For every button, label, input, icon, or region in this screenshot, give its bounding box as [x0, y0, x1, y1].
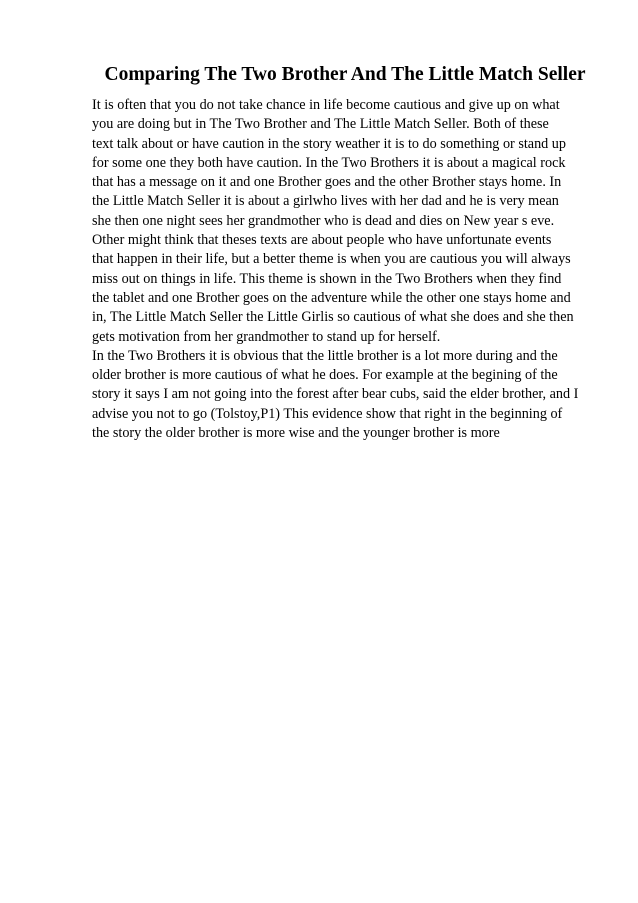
text-line: older brother is more cautious of what he does. For example at the begining of the: [92, 367, 558, 384]
text-line: advise you not to go (Tolstoy,P1) This evidence show that right in the beginning of: [92, 405, 563, 422]
text-line: she then one night sees her grandmother who is dead and dies on New year s eve.: [92, 212, 555, 229]
document-title: Comparing The Two Brother And The Little Match Seller: [104, 64, 586, 85]
text-line: gets motivation from her grandmother to stand up for herself.: [92, 328, 441, 345]
text-line: you are doing but in The Two Brother and The Little Match Seller. Both of these: [92, 116, 549, 133]
text-line: text talk about or have caution in the story weather it is to do something or stand up: [92, 135, 566, 152]
text-line: that has a message on it and one Brother goes and the other Brother stays home. In: [92, 174, 562, 191]
text-line: that happen in their life, but a better theme is when you are cautious you will always: [92, 251, 571, 268]
text-line: Other might think that theses texts are about people who have unfortunate events: [92, 232, 552, 249]
text-line: miss out on things in life. This theme is shown in the Two Brothers when they find: [92, 270, 562, 287]
text-line: the Little Match Seller it is about a girlwho lives with her dad and he is very mean: [92, 193, 559, 210]
text-line: in, The Little Match Seller the Little Girlis so cautious of what she does and she then: [92, 309, 574, 326]
text-line: the story the older brother is more wise and the younger brother is more: [92, 425, 500, 442]
text-line: In the Two Brothers it is obvious that the little brother is a lot more during and the: [92, 347, 558, 364]
text-line: for some one they both have caution. In the Two Brothers it is about a magical rock: [92, 154, 566, 171]
text-line: the tablet and one Brother goes on the adventure while the other one stays home and: [92, 289, 571, 306]
text-line: story it says I am not going into the forest after bear cubs, said the elder brother, and I: [92, 386, 579, 403]
document-body: [92, 96, 612, 443]
text-line: It is often that you do not take chance in life become cautious and give up on what: [92, 97, 560, 113]
